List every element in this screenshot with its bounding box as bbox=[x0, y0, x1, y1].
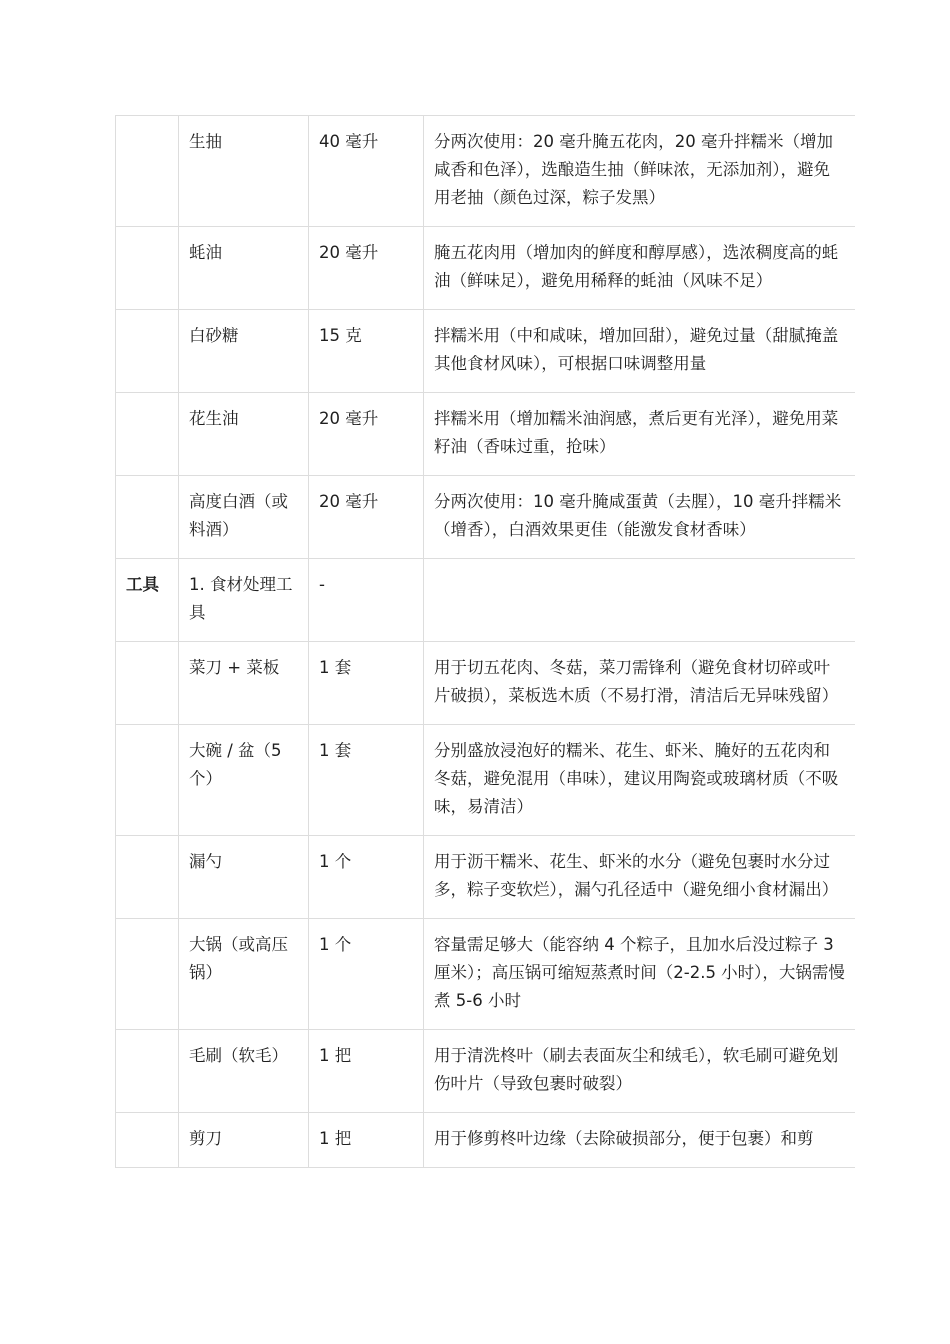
quantity-cell: 1 套 bbox=[309, 725, 424, 836]
note-cell: 分别盛放浸泡好的糯米、花生、虾米、腌好的五花肉和冬菇，避免混用（串味），建议用陶瓷或玻璃材质（不吸味，易清洁） bbox=[424, 725, 856, 836]
quantity-cell: 1 个 bbox=[309, 836, 424, 919]
category-cell bbox=[116, 919, 179, 1030]
item-cell: 菜刀 + 菜板 bbox=[179, 642, 309, 725]
table-row bbox=[116, 919, 856, 1030]
quantity-cell: 20 毫升 bbox=[309, 476, 424, 559]
item-cell: 花生油 bbox=[179, 393, 309, 476]
item-cell: 蚝油 bbox=[179, 227, 309, 310]
category-cell bbox=[116, 393, 179, 476]
table-row bbox=[116, 116, 856, 227]
table-row bbox=[116, 1113, 856, 1168]
item-cell: 大碗 / 盆（5 个） bbox=[179, 725, 309, 836]
table-row bbox=[116, 1030, 856, 1113]
note-cell: 拌糯米用（增加糯米油润感，煮后更有光泽），避免用菜籽油（香味过重，抢味） bbox=[424, 393, 856, 476]
category-cell bbox=[116, 1030, 179, 1113]
table-row bbox=[116, 836, 856, 919]
item-cell: 漏勺 bbox=[179, 836, 309, 919]
table-row bbox=[116, 642, 856, 725]
note-cell bbox=[424, 559, 856, 642]
quantity-cell: - bbox=[309, 559, 424, 642]
category-cell bbox=[116, 836, 179, 919]
category-cell: 工具 bbox=[116, 559, 179, 642]
note-cell: 腌五花肉用（增加肉的鲜度和醇厚感），选浓稠度高的蚝油（鲜味足），避免用稀释的蚝油（风味不足） bbox=[424, 227, 856, 310]
category-cell bbox=[116, 1113, 179, 1168]
item-cell: 生抽 bbox=[179, 116, 309, 227]
note-cell: 用于清洗柊叶（刷去表面灰尘和绒毛），软毛刷可避免划伤叶片（导致包裹时破裂） bbox=[424, 1030, 856, 1113]
quantity-cell: 15 克 bbox=[309, 310, 424, 393]
note-cell: 容量需足够大（能容纳 4 个粽子，且加水后没过粽子 3 厘米）；高压锅可缩短蒸煮时间（2-2.5 小时），大锅需慢煮 5-6 小时 bbox=[424, 919, 856, 1030]
table-row bbox=[116, 559, 856, 642]
category-cell bbox=[116, 642, 179, 725]
quantity-cell: 1 把 bbox=[309, 1113, 424, 1168]
quantity-cell: 1 把 bbox=[309, 1030, 424, 1113]
category-cell bbox=[116, 227, 179, 310]
materials-table bbox=[115, 115, 855, 1168]
note-cell: 拌糯米用（中和咸味，增加回甜），避免过量（甜腻掩盖其他食材风味），可根据口味调整用量 bbox=[424, 310, 856, 393]
item-cell: 大锅（或高压锅） bbox=[179, 919, 309, 1030]
table-row bbox=[116, 393, 856, 476]
category-cell bbox=[116, 476, 179, 559]
item-cell: 剪刀 bbox=[179, 1113, 309, 1168]
note-cell: 用于沥干糯米、花生、虾米的水分（避免包裹时水分过多，粽子变软烂），漏勺孔径适中（避免细小食材漏出） bbox=[424, 836, 856, 919]
quantity-cell: 40 毫升 bbox=[309, 116, 424, 227]
quantity-cell: 20 毫升 bbox=[309, 227, 424, 310]
table-row bbox=[116, 227, 856, 310]
table-row bbox=[116, 310, 856, 393]
note-cell: 分两次使用：20 毫升腌五花肉，20 毫升拌糯米（增加咸香和色泽），选酿造生抽（鲜味浓，无添加剂），避免用老抽（颜色过深，粽子发黑） bbox=[424, 116, 856, 227]
category-cell bbox=[116, 725, 179, 836]
category-cell bbox=[116, 310, 179, 393]
note-cell: 用于切五花肉、冬菇，菜刀需锋利（避免食材切碎或叶片破损），菜板选木质（不易打滑，清洁后无异味残留） bbox=[424, 642, 856, 725]
item-cell: 毛刷（软毛） bbox=[179, 1030, 309, 1113]
note-cell: 用于修剪柊叶边缘（去除破损部分，便于包裹）和剪 bbox=[424, 1113, 856, 1168]
item-cell: 1. 食材处理工具 bbox=[179, 559, 309, 642]
table-row bbox=[116, 725, 856, 836]
quantity-cell: 1 个 bbox=[309, 919, 424, 1030]
quantity-cell: 20 毫升 bbox=[309, 393, 424, 476]
document-page bbox=[115, 115, 855, 1216]
item-cell: 白砂糖 bbox=[179, 310, 309, 393]
table-row bbox=[116, 476, 856, 559]
note-cell: 分两次使用：10 毫升腌咸蛋黄（去腥），10 毫升拌糯米（增香），白酒效果更佳（能激发食材香味） bbox=[424, 476, 856, 559]
quantity-cell: 1 套 bbox=[309, 642, 424, 725]
category-cell bbox=[116, 116, 179, 227]
item-cell: 高度白酒（或料酒） bbox=[179, 476, 309, 559]
